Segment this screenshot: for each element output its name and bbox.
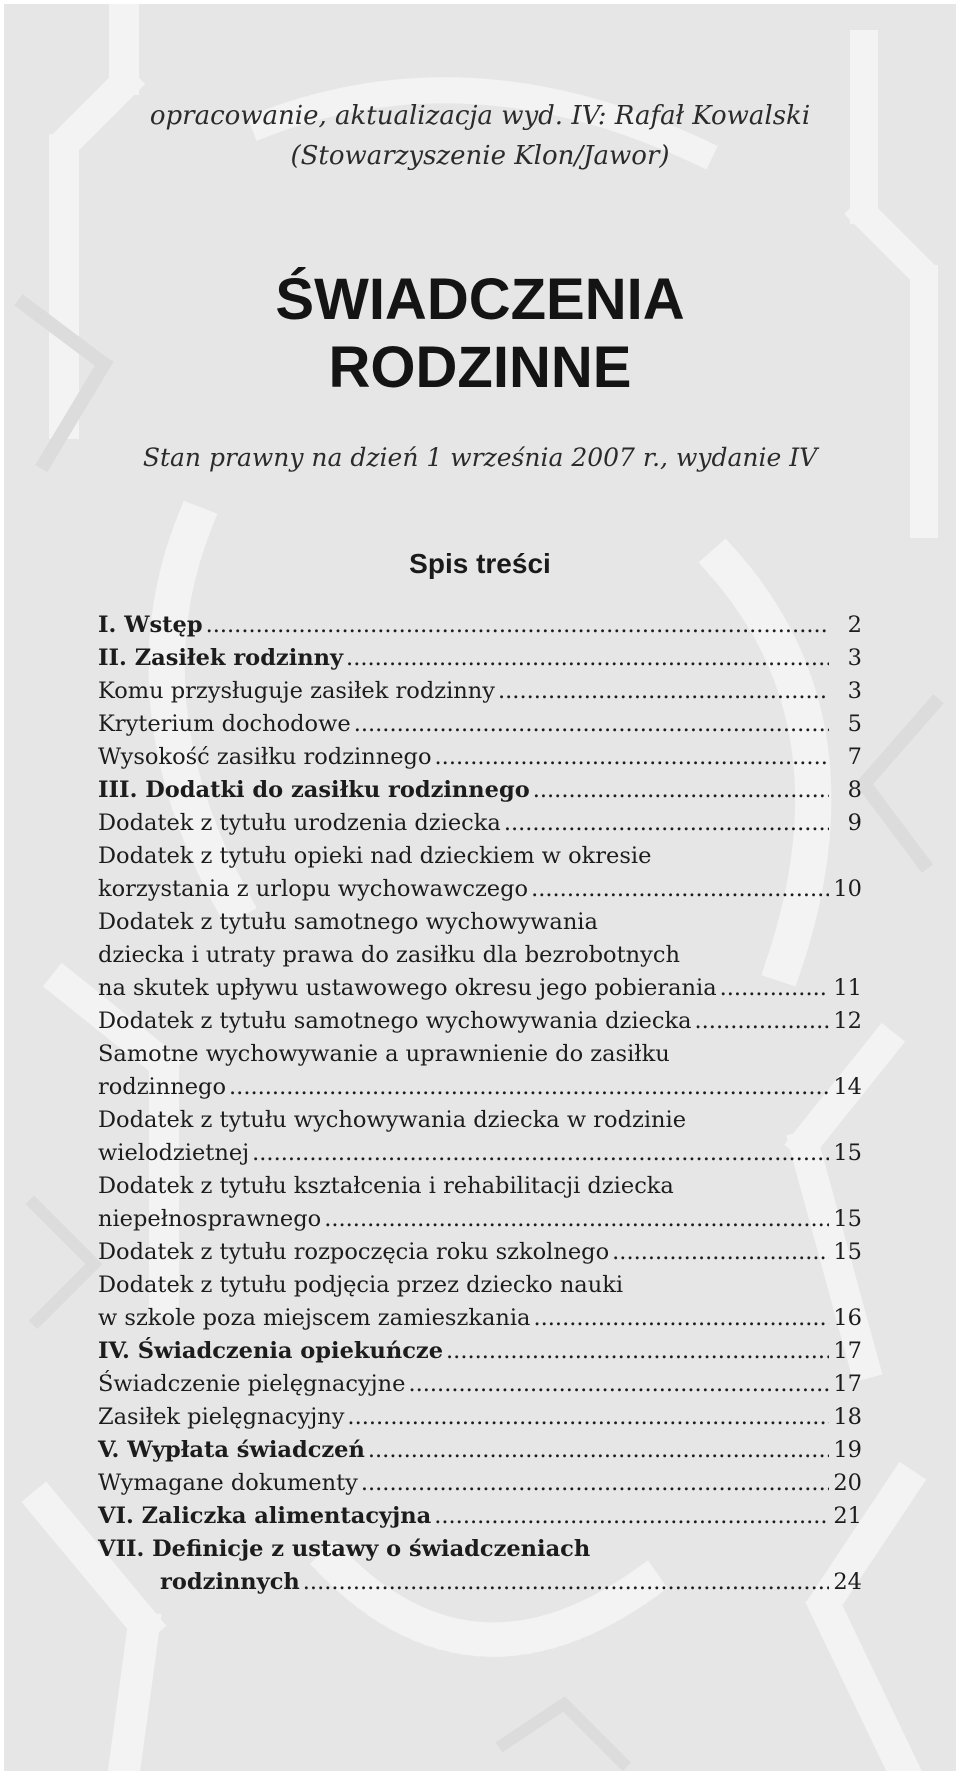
toc-entry	[98, 642, 862, 675]
toc-dot-leader	[612, 1236, 829, 1269]
toc-line	[98, 708, 862, 741]
toc-dot-leader	[368, 1434, 829, 1467]
toc-line	[98, 642, 862, 675]
toc-line	[98, 1137, 862, 1170]
toc-dot-leader	[533, 774, 829, 807]
toc-entry-text: rodzinnego	[98, 1074, 227, 1100]
toc-dot-leader	[229, 1071, 829, 1104]
toc-entry-text: na skutek upływu ustawowego okresu jego pobierania	[98, 975, 717, 1001]
toc-line	[98, 741, 862, 774]
toc-page-number: 11	[833, 975, 862, 1001]
toc-page-number: 15	[833, 1239, 862, 1265]
toc-entry-text: w szkole poza miejscem zamieszkania	[98, 1305, 531, 1331]
toc-page-number: 15	[833, 1206, 862, 1232]
toc-entry-text: Wymagane dokumenty	[98, 1470, 358, 1496]
toc-line	[98, 1236, 862, 1269]
toc-line	[98, 1467, 862, 1500]
toc-line	[98, 609, 862, 642]
toc-entry-text: Świadczenie pielęgnacyjne	[98, 1371, 406, 1397]
toc-line	[98, 1434, 862, 1467]
toc-entry	[98, 741, 862, 774]
toc-dot-leader	[347, 1401, 829, 1434]
toc-dot-leader	[324, 1203, 829, 1236]
toc-entry-text: Dodatek z tytułu samotnego wychowywania	[98, 909, 598, 935]
title-line-2: RODZINNE	[328, 335, 632, 400]
toc-entry-text: Dodatek z tytułu rozpoczęcia roku szkolnego	[98, 1239, 610, 1265]
toc-line	[98, 1500, 862, 1533]
toc-heading: Spis treści	[409, 548, 551, 579]
toc-line	[98, 1401, 862, 1434]
toc-line	[98, 906, 862, 939]
toc-entry	[98, 1269, 862, 1335]
toc-dot-leader	[434, 1500, 829, 1533]
toc-line	[98, 1269, 862, 1302]
toc-line	[98, 1203, 862, 1236]
toc-entry	[98, 1467, 862, 1500]
toc-entry-text: III. Dodatki do zasiłku rodzinnego	[98, 777, 530, 803]
toc-entry	[98, 774, 862, 807]
toc-dot-leader	[446, 1335, 829, 1368]
toc-entry	[98, 609, 862, 642]
toc-dot-leader	[533, 1302, 829, 1335]
toc-entry	[98, 1335, 862, 1368]
toc-entry	[98, 840, 862, 906]
toc-entry-text: Dodatek z tytułu urodzenia dziecka	[98, 810, 501, 836]
toc-dot-leader	[498, 675, 829, 708]
toc-dot-leader	[695, 1005, 830, 1038]
toc-entry-text: wielodzietnej	[98, 1140, 250, 1166]
toc-page-number: 17	[833, 1338, 862, 1364]
toc-line	[98, 1104, 862, 1137]
toc-entry	[98, 675, 862, 708]
toc-line	[98, 939, 862, 972]
toc-dot-leader	[408, 1368, 829, 1401]
toc-line	[98, 675, 862, 708]
toc-entry-text: Dodatek z tytułu kształcenia i rehabilitacji dziecka	[98, 1173, 674, 1199]
toc-page-number: 21	[833, 1503, 862, 1529]
toc-entry-text: Dodatek z tytułu podjęcia przez dziecko nauki	[98, 1272, 624, 1298]
toc-dot-leader	[206, 609, 829, 642]
toc-page-number: 8	[847, 777, 862, 803]
toc-page-number: 24	[833, 1569, 862, 1595]
toc-entry-text: I. Wstęp	[98, 612, 203, 638]
document-page	[4, 4, 956, 1771]
toc-line	[98, 1005, 862, 1038]
toc-line	[98, 1038, 862, 1071]
toc-line	[98, 972, 862, 1005]
toc-entry-text: Dodatek z tytułu opieki nad dzieckiem w okresie	[98, 843, 652, 869]
toc-entry	[98, 1401, 862, 1434]
toc-entry	[98, 1104, 862, 1170]
toc-dot-leader	[346, 642, 829, 675]
toc-dot-leader	[435, 741, 829, 774]
toc-dot-leader	[303, 1566, 829, 1599]
toc-entry	[98, 1368, 862, 1401]
toc-dot-leader	[252, 1137, 829, 1170]
toc-entry-text: Kryterium dochodowe	[98, 711, 351, 737]
toc-entry	[98, 708, 862, 741]
toc-page-number: 10	[833, 876, 862, 902]
toc-line	[98, 1533, 862, 1566]
toc-entry-text: II. Zasiłek rodzinny	[98, 645, 344, 671]
toc-entry	[98, 906, 862, 1005]
toc-entry	[98, 1500, 862, 1533]
toc-entry-text: Samotne wychowywanie a uprawnienie do zasiłku	[98, 1041, 670, 1067]
credits-line-2: (Stowarzyszenie Klon/Jawor)	[290, 141, 670, 171]
toc-page-number: 7	[847, 744, 862, 770]
toc-dot-leader	[720, 972, 829, 1005]
table-of-contents	[98, 609, 862, 1599]
credits	[4, 96, 956, 176]
toc-entry-text: korzystania z urlopu wychowawczego	[98, 876, 529, 902]
toc-page-number: 3	[847, 645, 862, 671]
toc-page-number: 14	[833, 1074, 862, 1100]
toc-line	[98, 1170, 862, 1203]
toc-entry-text: Dodatek z tytułu samotnego wychowywania dziecka	[98, 1008, 692, 1034]
toc-page-number: 17	[833, 1371, 862, 1397]
toc-entry-text: Zasiłek pielęgnacyjny	[98, 1404, 345, 1430]
toc-dot-leader	[504, 807, 829, 840]
toc-entry-text: Wysokość zasiłku rodzinnego	[98, 744, 432, 770]
toc-page-number: 2	[847, 612, 862, 638]
toc-page-number: 16	[833, 1305, 862, 1331]
toc-entry-text: niepełnosprawnego	[98, 1206, 322, 1232]
toc-entry-text: VI. Zaliczka alimentacyjna	[98, 1503, 432, 1529]
title-line-1: ŚWIADCZENIA	[275, 267, 685, 332]
toc-dot-leader	[361, 1467, 829, 1500]
toc-line	[98, 840, 862, 873]
toc-page-number: 20	[833, 1470, 862, 1496]
toc-entry	[98, 1533, 862, 1599]
toc-page-number: 3	[847, 678, 862, 704]
toc-entry	[98, 1005, 862, 1038]
toc-page-number: 12	[833, 1008, 862, 1034]
toc-entry-text: Dodatek z tytułu wychowywania dziecka w rodzinie	[98, 1107, 687, 1133]
document-subtitle: Stan prawny na dzień 1 września 2007 r., wydanie IV	[142, 443, 818, 472]
toc-page-number: 9	[847, 810, 862, 836]
toc-entry-text: dziecka i utraty prawa do zasiłku dla bezrobotnych	[98, 942, 680, 968]
toc-entry	[98, 1434, 862, 1467]
toc-line	[98, 1566, 862, 1599]
toc-page-number: 15	[833, 1140, 862, 1166]
toc-line	[98, 1335, 862, 1368]
toc-entry-text: IV. Świadczenia opiekuńcze	[98, 1338, 444, 1364]
document-title	[4, 266, 956, 402]
toc-entry	[98, 1170, 862, 1236]
toc-page-number: 18	[833, 1404, 862, 1430]
toc-dot-leader	[354, 708, 829, 741]
credits-line-1: opracowanie, aktualizacja wyd. IV: Rafał Kowalski	[149, 101, 811, 131]
toc-entry	[98, 1038, 862, 1104]
toc-entry	[98, 807, 862, 840]
toc-line	[98, 1368, 862, 1401]
toc-entry-text: rodzinnych	[160, 1569, 300, 1595]
toc-line	[98, 774, 862, 807]
toc-line	[98, 807, 862, 840]
toc-dot-leader	[531, 873, 829, 906]
toc-line	[98, 873, 862, 906]
toc-page-number: 5	[847, 711, 862, 737]
toc-entry-text: VII. Definicje z ustawy o świadczeniach	[98, 1536, 591, 1562]
toc-line	[98, 1302, 862, 1335]
toc-page-number: 19	[833, 1437, 862, 1463]
toc-entry-text: Komu przysługuje zasiłek rodzinny	[98, 678, 495, 704]
toc-entry-text: V. Wypłata świadczeń	[98, 1437, 365, 1463]
toc-entry	[98, 1236, 862, 1269]
toc-line	[98, 1071, 862, 1104]
